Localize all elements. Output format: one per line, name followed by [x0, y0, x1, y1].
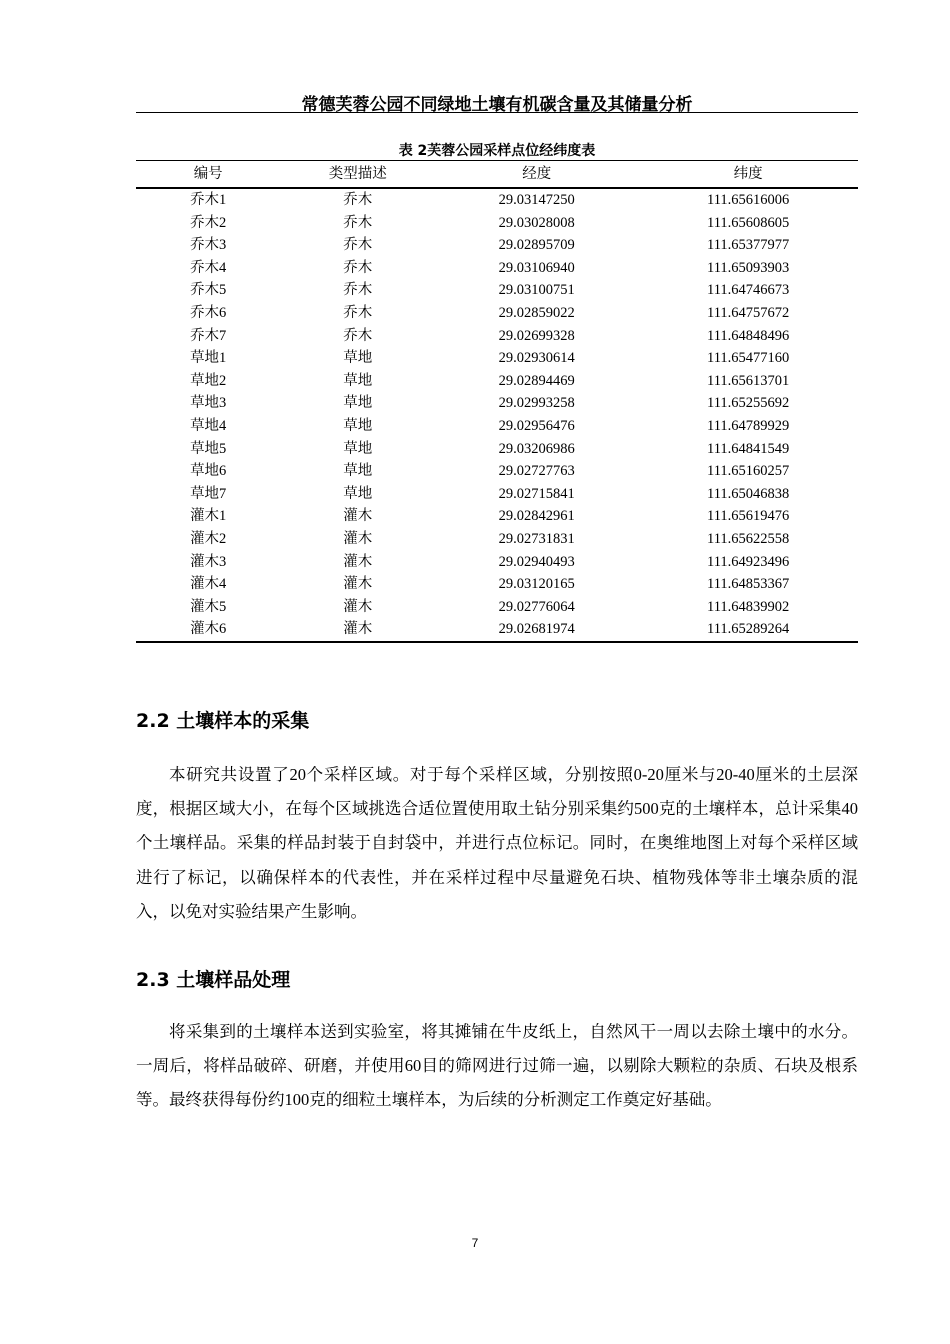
col-header: 类型描述: [328, 166, 387, 182]
table-row: [136, 188, 858, 212]
table-cell: 111.65289264: [707, 621, 790, 638]
table-row: [136, 483, 858, 506]
coordinates-table: [136, 160, 858, 643]
table-row: [136, 392, 858, 415]
col-header: 纬度: [733, 166, 763, 182]
table-cell: 草地3: [190, 395, 227, 412]
table-row: [136, 505, 858, 528]
table-cell: 草地: [343, 463, 373, 480]
table-cell: 29.03028008: [498, 214, 575, 231]
table-row: [136, 415, 858, 438]
table-cell: 草地7: [190, 485, 227, 502]
section-paragraph: 本研究共设置了20个采样区域。对于每个采样区域，分别按照0-20厘米与20-40厘米的土层深度，根据区域大小，在每个区域挑选合适位置使用取土钻分别采集约500克的土壤样本，总计采集40个土壤样品。采集的样品封装于自封袋中，并进行点位标记。同时，在奥维地图上对每个采样区域进行了标记，以确保样本的代表性，并在采样过程中尽量避免石块、植物残体等非土壤杂质的混入，以免对实验结果产生影响。: [136, 765, 858, 921]
table-cell: 111.64848496: [707, 327, 790, 344]
section-heading: 2.3 土壤样品处理: [136, 969, 291, 991]
table-cell: 29.02715841: [498, 485, 575, 502]
table-cell: 草地: [343, 372, 373, 389]
section-heading: 2.2 土壤样本的采集: [136, 710, 310, 732]
table-cell: 草地6: [190, 463, 227, 480]
table-cell: 草地: [343, 485, 373, 502]
table-cell: 灌木: [343, 553, 373, 570]
table-cell: 乔木6: [190, 304, 227, 321]
table-row: [136, 347, 858, 370]
table-cell: 乔木7: [190, 327, 227, 344]
table-cell: 乔木: [343, 282, 373, 299]
table-cell: 111.64746673: [707, 282, 790, 299]
table-cell: 111.64839902: [707, 598, 790, 615]
table-cell: 乔木: [343, 214, 373, 231]
table-cell: 111.64853367: [707, 576, 790, 593]
table-cell: 灌木: [343, 598, 373, 615]
table-cell: 草地: [343, 395, 373, 412]
table-cell: 乔木2: [190, 214, 227, 231]
table-cell: 111.64789929: [707, 417, 790, 434]
table-cell: 29.02859022: [498, 304, 575, 321]
table-cell: 111.64841549: [707, 440, 790, 457]
table-cell: 29.03120165: [498, 576, 575, 593]
table-cell: 111.65619476: [707, 508, 790, 525]
table-cell: 草地5: [190, 440, 227, 457]
table-cell: 29.02940493: [498, 553, 575, 570]
table-cell: 29.02699328: [498, 327, 575, 344]
table-cell: 111.65622558: [707, 530, 790, 547]
table-cell: 111.65255692: [707, 395, 790, 412]
table-cell: 29.02776064: [498, 598, 575, 615]
page-number: 7: [471, 1236, 479, 1250]
table-cell: 草地: [343, 440, 373, 457]
table-cell: 29.02842961: [498, 508, 575, 525]
table-caption: 表 2芙蓉公园采样点位经纬度表: [398, 143, 596, 159]
table-cell: 灌木5: [190, 598, 227, 615]
table-cell: 乔木1: [190, 192, 227, 208]
table-cell: 111.65616006: [707, 192, 790, 208]
table-cell: 灌木: [343, 621, 373, 638]
col-header: 经度: [522, 166, 552, 182]
table-cell: 29.03100751: [498, 282, 575, 299]
table-cell: 草地1: [190, 350, 227, 367]
table-cell: 111.65613701: [707, 372, 790, 389]
table-row: [136, 234, 858, 257]
table-cell: 29.02731831: [498, 530, 575, 547]
table-row: [136, 325, 858, 348]
table-cell: 29.02894469: [498, 372, 575, 389]
table-cell: 29.03147250: [498, 192, 575, 208]
table-row: [136, 370, 858, 393]
table-cell: 灌木3: [190, 553, 227, 570]
table-cell: 乔木: [343, 192, 373, 208]
table-cell: 111.65377977: [707, 237, 790, 254]
table-cell: 111.64923496: [707, 553, 790, 570]
table-row: [136, 460, 858, 483]
table-cell: 111.65046838: [707, 485, 790, 502]
table-cell: 灌木6: [190, 621, 227, 638]
table-cell: 灌木: [343, 576, 373, 593]
table-cell: 灌木4: [190, 576, 227, 593]
table-cell: 乔木3: [190, 237, 227, 254]
table-cell: 29.02895709: [498, 237, 575, 254]
table-cell: 111.65160257: [707, 463, 790, 480]
table-cell: 草地: [343, 350, 373, 367]
table-cell: 乔木: [343, 259, 373, 276]
table-cell: 灌木2: [190, 530, 227, 547]
table-row: [136, 212, 858, 235]
table-cell: 乔木: [343, 237, 373, 254]
table-cell: 灌木: [343, 530, 373, 547]
table-cell: 乔木5: [190, 282, 227, 299]
table-row: [136, 528, 858, 551]
table-cell: 乔木4: [190, 259, 227, 276]
table-cell: 草地: [343, 417, 373, 434]
table-cell: 乔木: [343, 304, 373, 321]
table-cell: 草地4: [190, 417, 227, 434]
table-cell: 29.02956476: [498, 417, 575, 434]
table-cell: 111.65608605: [707, 214, 790, 231]
table-cell: 灌木1: [190, 508, 227, 525]
table-cell: 29.02681974: [498, 621, 575, 638]
table-cell: 灌木: [343, 508, 373, 525]
table-row: [136, 302, 858, 325]
table-row: [136, 573, 858, 596]
table-row: [136, 257, 858, 280]
table-cell: 29.02930614: [498, 350, 575, 367]
table-row: [136, 596, 858, 619]
table-cell: 29.02727763: [498, 463, 575, 480]
table-row: [136, 279, 858, 302]
section-paragraph: 将采集到的土壤样本送到实验室，将其摊铺在牛皮纸上，自然风干一周以去除土壤中的水分。一周后，将样品破碎、研磨，并使用60目的筛网进行过筛一遍，以剔除大颗粒的杂质、石块及根系等。最终获得每份约100克的细粒土壤样本，为后续的分析测定工作奠定好基础。: [136, 1022, 858, 1110]
table-row: [136, 551, 858, 574]
table-row: [136, 438, 858, 461]
table-cell: 111.64757672: [707, 304, 790, 321]
col-header: 编号: [193, 166, 223, 182]
table-cell: 29.03106940: [498, 259, 575, 276]
header-divider: [136, 112, 858, 113]
table-cell: 29.03206986: [498, 440, 575, 457]
table-cell: 草地2: [190, 372, 227, 389]
table-cell: 111.65477160: [707, 350, 790, 367]
table-cell: 乔木: [343, 327, 373, 344]
table-cell: 111.65093903: [707, 259, 790, 276]
table-cell: 29.02993258: [498, 395, 575, 412]
running-header: 常德芙蓉公园不同绿地土壤有机碳含量及其储量分析: [301, 95, 693, 115]
table-header-row: [136, 161, 858, 189]
table-row: [136, 618, 858, 642]
